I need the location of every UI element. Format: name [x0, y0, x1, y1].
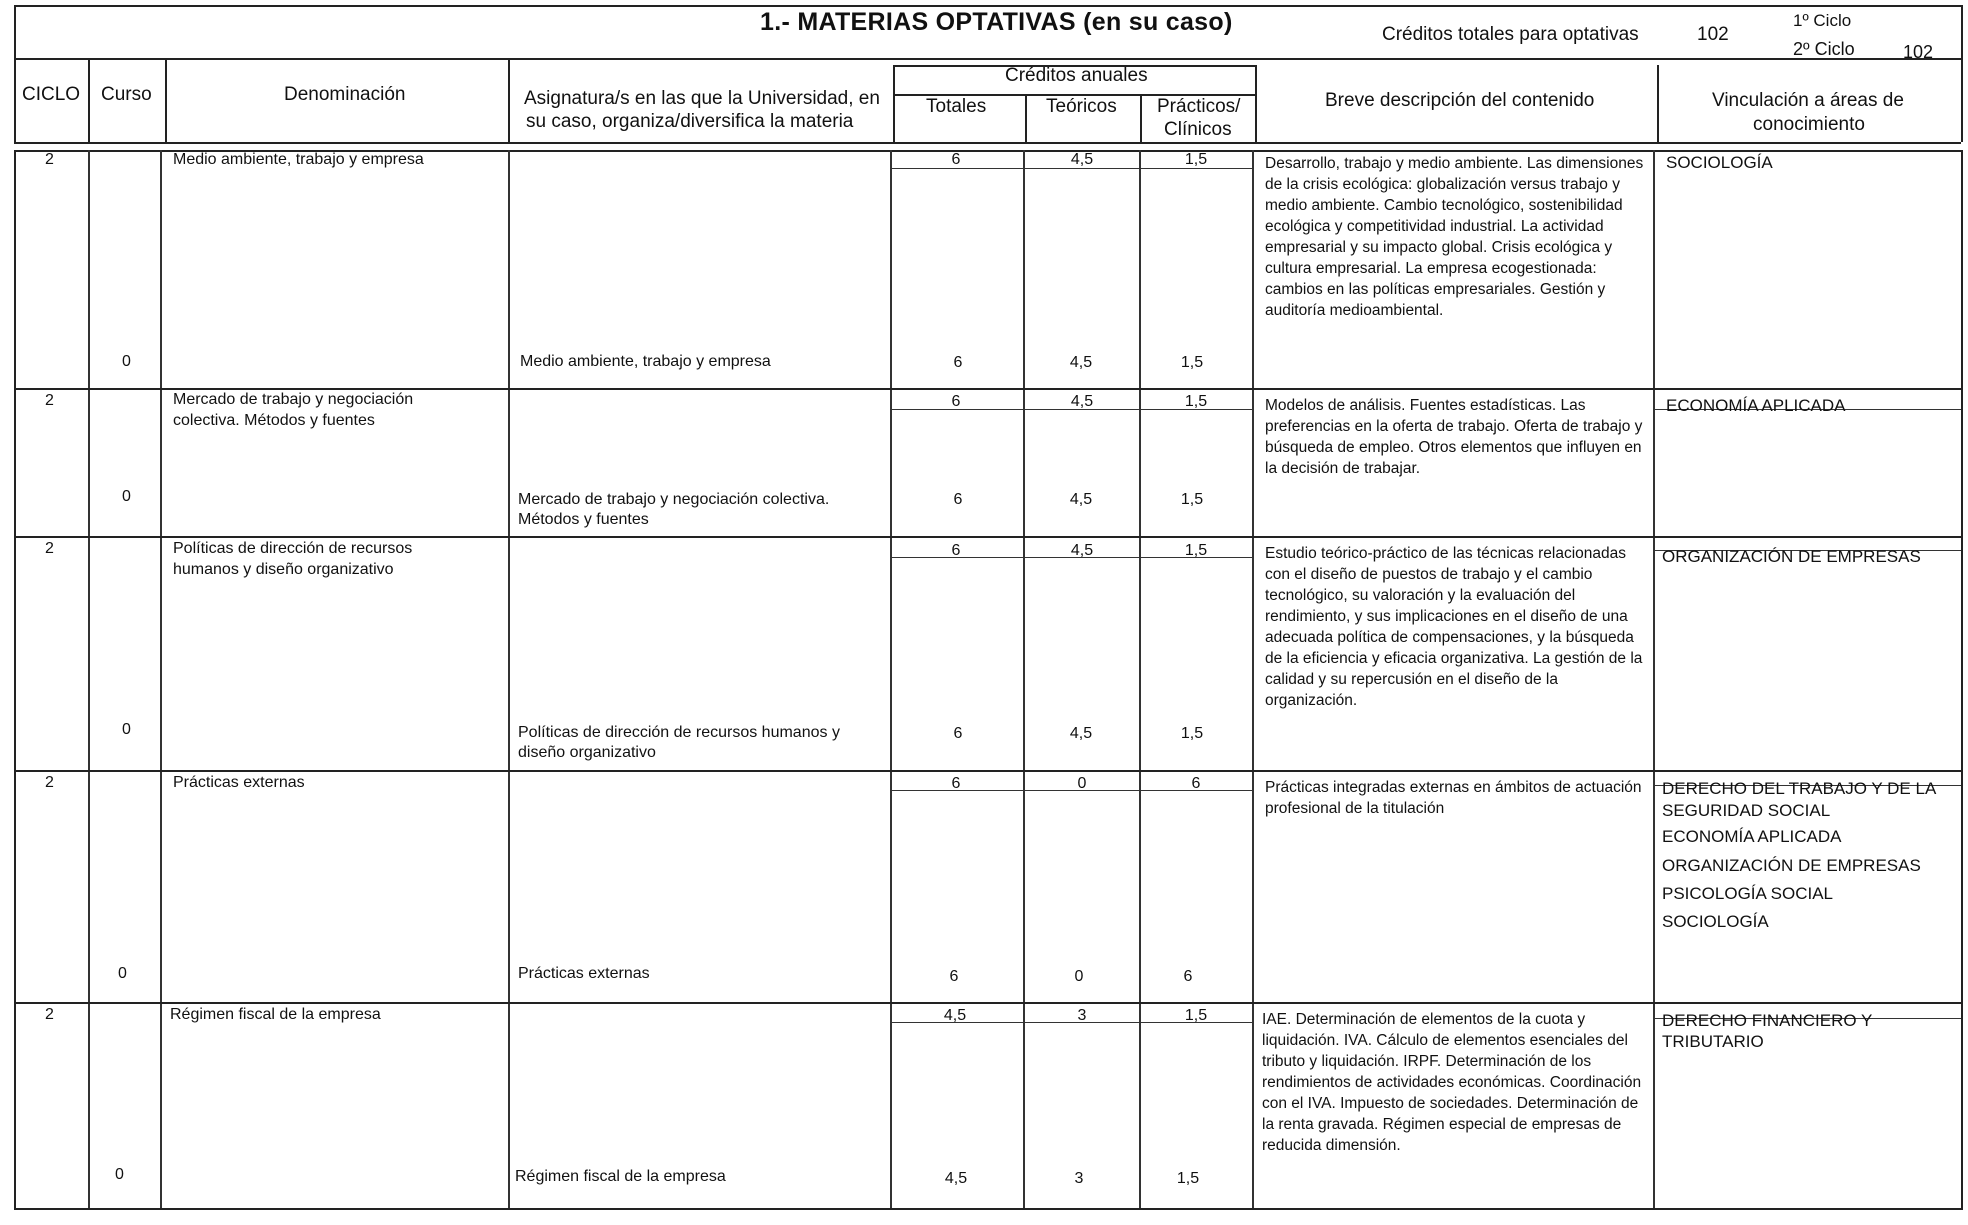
row-separator	[14, 536, 1961, 538]
row-teoricos: 4,5	[1070, 151, 1094, 168]
row-denominacion: Régimen fiscal de la empresa	[170, 1006, 381, 1023]
col-asignatura-line1: Asignatura/s en las que la Universidad, en	[524, 88, 880, 109]
sub-totales: 6	[953, 725, 963, 742]
sub-asignatura: Métodos y fuentes	[518, 511, 649, 528]
header-right-border	[1961, 5, 1963, 142]
row-practicos: 1,5	[1184, 151, 1208, 168]
col-vinculacion-line2: conocimiento	[1753, 114, 1865, 135]
row-area: TRIBUTARIO	[1662, 1032, 1764, 1051]
row-area: ECONOMÍA APLICADA	[1666, 396, 1846, 415]
sub-teoricos: 3	[1074, 1170, 1084, 1187]
sub-practicos: 1,5	[1180, 725, 1204, 742]
row-practicos: 1,5	[1184, 542, 1208, 559]
body-col-divider	[1252, 150, 1254, 1210]
ciclo2-value: 102	[1903, 42, 1934, 62]
col-asignatura-line2: su caso, organiza/diversifica la materia	[526, 111, 854, 132]
ciclo1-label: 1º Ciclo	[1793, 11, 1852, 30]
col-curso: Curso	[101, 84, 152, 105]
row-separator	[14, 1002, 1961, 1004]
body-col-divider	[508, 150, 510, 1210]
row-denominacion: Mercado de trabajo y negociación	[173, 391, 414, 408]
row-descripcion: Estudio teórico-práctico de las técnicas relacionadas con el diseño de puestos de trabajo y el cambio tecnológico, su valoración y la evaluación del rendimiento, y sus implicaciones en el diseño de una adecuada política de compensaciones, y la búsqueda de la eficiencia y eficacia organizativa. La gestión de la calidad y su repercusión en el diseño de la organización.	[1265, 545, 1643, 709]
col-divider	[1140, 95, 1142, 142]
sub-curso: 0	[122, 721, 131, 738]
col-denominacion: Denominación	[284, 84, 406, 105]
row-teoricos: 0	[1077, 775, 1087, 792]
body-col-divider	[1653, 150, 1655, 1210]
sub-totales: 4,5	[944, 1170, 968, 1187]
row-practicos: 1,5	[1184, 393, 1208, 410]
col-divider	[165, 58, 167, 142]
page-title: 1.- MATERIAS OPTATIVAS (en su caso)	[760, 8, 1233, 36]
sub-asignatura: diseño organizativo	[518, 744, 656, 761]
row-denominacion: Políticas de dirección de recursos	[173, 540, 413, 557]
ciclo2-label: 2º Ciclo	[1793, 39, 1855, 59]
sub-curso: 0	[118, 965, 127, 982]
col-divider	[1657, 65, 1659, 142]
sub-teoricos: 4,5	[1069, 491, 1093, 508]
body-col-divider	[1139, 150, 1141, 1210]
header-left-border	[14, 5, 16, 142]
col-divider	[1025, 95, 1027, 142]
row-area: SOCIOLOGÍA	[1662, 912, 1769, 931]
sub-curso: 0	[122, 488, 131, 505]
sub-practicos: 1,5	[1180, 491, 1204, 508]
row-ciclo: 2	[45, 1006, 54, 1023]
row-area: SEGURIDAD SOCIAL	[1662, 801, 1831, 820]
row-teoricos: 4,5	[1070, 542, 1094, 559]
row-descripcion: Modelos de análisis. Fuentes estadísticas. Las preferencias en la oferta de trabajo. Oferta de trabajo y búsqueda de empleo. Otros elementos que influyen en la decisión de trabajar.	[1265, 397, 1643, 477]
body-bottom-border	[14, 1208, 1961, 1210]
col-ciclo: CICLO	[22, 84, 81, 105]
table-top-border	[14, 5, 1961, 7]
row-totales: 6	[951, 542, 961, 559]
row-practicos: 1,5	[1184, 1007, 1208, 1024]
sub-totales: 6	[953, 491, 963, 508]
sub-teoricos: 0	[1074, 968, 1084, 985]
col-creditos-anuales: Créditos anuales	[1005, 65, 1148, 86]
credits-label: Créditos totales para optativas	[1382, 24, 1639, 45]
row-descripcion: IAE. Determinación de elementos de la cuota y liquidación. IVA. Cálculo de elementos esenciales del tributo y liquidación. IRPF. Determinación de los rendimientos de actividades económicas. Coordinación con el IVA. Impuesto de sociedades. Determinación de la renta gravada. Régimen especial de empresas de reducida dimensión.	[1262, 1011, 1642, 1154]
body-col-divider	[1023, 150, 1025, 1210]
sub-practicos: 1,5	[1180, 354, 1204, 371]
sub-asignatura: Prácticas externas	[518, 965, 650, 982]
sub-practicos: 6	[1183, 968, 1193, 985]
row-denominacion: colectiva. Métodos y fuentes	[173, 412, 375, 429]
row-ciclo: 2	[45, 151, 54, 168]
col-divider	[88, 58, 90, 142]
col-divider	[893, 65, 895, 142]
row-denominacion: Prácticas externas	[173, 774, 305, 791]
sub-asignatura: Políticas de dirección de recursos humanos y	[518, 724, 840, 741]
row-ciclo: 2	[45, 392, 54, 409]
body-col-divider	[890, 150, 892, 1210]
sub-teoricos: 4,5	[1069, 725, 1093, 742]
row-area: PSICOLOGÍA SOCIAL	[1662, 884, 1834, 903]
row-teoricos: 3	[1077, 1007, 1087, 1024]
sub-totales: 6	[953, 354, 963, 371]
col-descripcion: Breve descripción del contenido	[1325, 90, 1595, 111]
row-totales: 4,5	[943, 1007, 967, 1024]
col-vinculacion-line1: Vinculación a áreas de	[1712, 90, 1904, 111]
col-divider	[1255, 65, 1257, 142]
sub-teoricos: 4,5	[1069, 354, 1093, 371]
row-separator	[14, 388, 1961, 390]
row-descripcion: Desarrollo, trabajo y medio ambiente. Las dimensiones de la crisis ecológica: globalización versus trabajo y medio ambiente. Cambio tecnológico, sostenibilidad ecológica y competitividad industrial. La actividad empresarial y su impacto global. Crisis ecológica y cultura empresarial. La empresa ecogestionada: cambios en las políticas empresariales. Gestión y auditoría medioambiental.	[1265, 155, 1644, 319]
credits-total: 102	[1697, 24, 1729, 45]
row-totales: 6	[951, 775, 961, 792]
sub-asignatura: Régimen fiscal de la empresa	[515, 1168, 726, 1185]
row-area: DERECHO FINANCIERO Y	[1662, 1011, 1873, 1030]
sub-curso: 0	[122, 353, 131, 370]
row-area: SOCIOLOGÍA	[1666, 153, 1773, 172]
row-area: DERECHO DEL TRABAJO Y DE LA	[1662, 779, 1937, 798]
sub-practicos: 1,5	[1176, 1170, 1200, 1187]
col-divider	[508, 58, 510, 142]
title-row-bottom-border	[14, 58, 1961, 60]
header-bottom-border	[14, 142, 1961, 144]
row-denominacion: humanos y diseño organizativo	[173, 561, 394, 578]
row-totales: 6	[951, 151, 961, 168]
row-denominacion: Medio ambiente, trabajo y empresa	[173, 151, 424, 168]
row-area: ECONOMÍA APLICADA	[1662, 827, 1842, 846]
row-teoricos: 4,5	[1070, 393, 1094, 410]
sub-asignatura: Medio ambiente, trabajo y empresa	[520, 353, 771, 370]
body-left-border	[14, 150, 16, 1210]
row-ciclo: 2	[45, 540, 54, 557]
row-totales: 6	[951, 393, 961, 410]
body-col-divider	[88, 150, 90, 1210]
row-descripcion: Prácticas integradas externas en ámbitos de actuación profesional de la titulación	[1265, 779, 1642, 817]
row-area: ORGANIZACIÓN DE EMPRESAS	[1662, 547, 1921, 566]
col-practicos-line2: Clínicos	[1164, 119, 1232, 140]
sub-asignatura: Mercado de trabajo y negociación colectiva.	[518, 491, 830, 508]
col-teoricos: Teóricos	[1046, 96, 1117, 117]
row-separator	[14, 770, 1961, 772]
row-practicos: 6	[1191, 775, 1201, 792]
row-area: ORGANIZACIÓN DE EMPRESAS	[1662, 856, 1921, 875]
col-practicos-line1: Prácticos/	[1157, 96, 1241, 117]
body-right-border	[1961, 150, 1963, 1210]
sub-curso: 0	[115, 1166, 124, 1183]
row-ciclo: 2	[45, 774, 54, 791]
col-totales: Totales	[926, 96, 987, 117]
sub-totales: 6	[949, 968, 959, 985]
body-col-divider	[160, 150, 162, 1210]
